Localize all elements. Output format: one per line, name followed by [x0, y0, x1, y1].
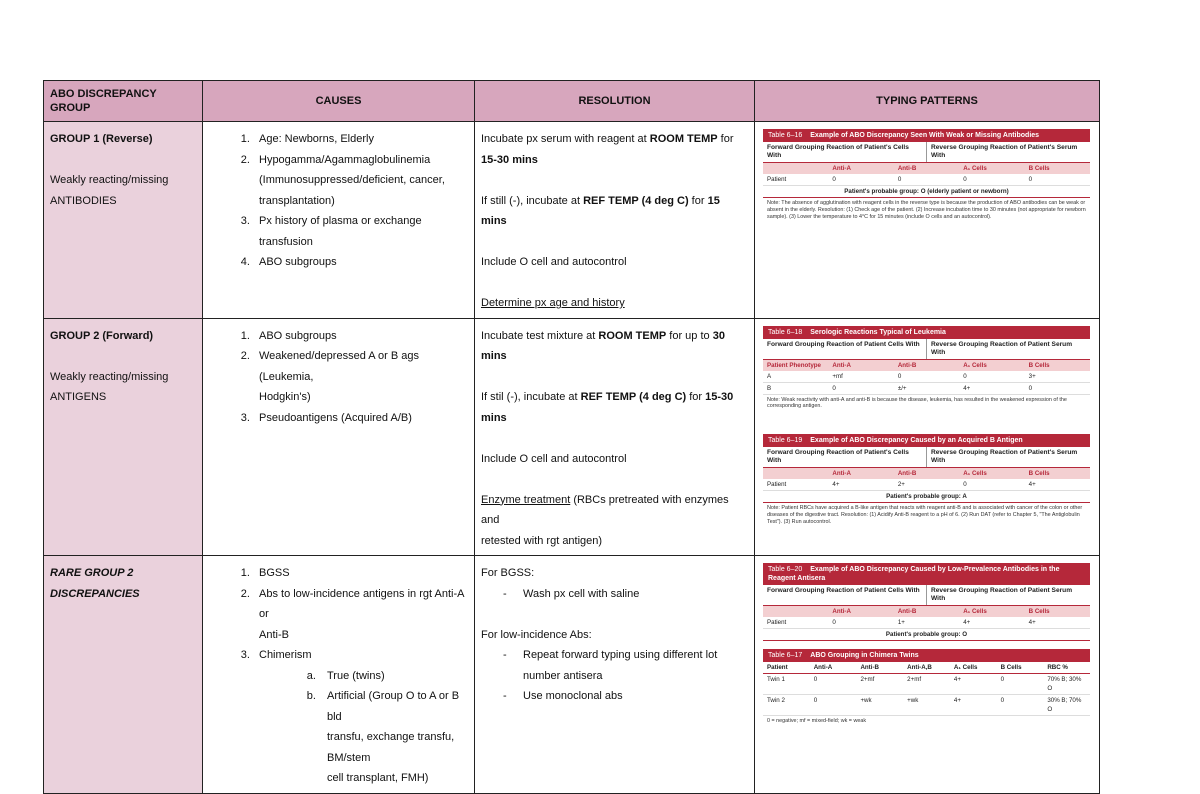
list-item: 1. BGSS — [253, 563, 468, 584]
list-item: 3. Px history of plasma or exchange transfusion — [253, 211, 468, 252]
table-6-17: Table 6–17 ABO Grouping in Chimera Twins Patient Anti-A Anti-B Anti-A,B A₁ Cells B Cells RBC % Twin 1 0 2+mf 2+mf 4+ 0 70% B; 30% O Twin 2 0 +wk +wk 4+ 0 30% B; 70% O 0 = negative; mf = mixed-field; wk = weak — [763, 649, 1090, 727]
list-item: - Use monoclonal abs — [503, 686, 748, 707]
group1-title: GROUP 1 (Reverse) — [50, 133, 153, 145]
group3-resolution — [475, 556, 755, 794]
res-line: retested with rgt antigen) — [481, 534, 603, 547]
group2-row — [44, 318, 1100, 556]
group3-cell — [44, 556, 203, 794]
group3-title: RARE GROUP 2 — [50, 567, 134, 579]
table-6-19: Table 6–19 Example of ABO Discrepancy Caused by an Acquired B Antigen Forward Grouping Reaction of Patient's Cells With Reverse Grouping Reaction of Patient's Serum With Anti-A Anti-B A₁ Cells B Cells Patient 4+ 2+ 0 4+ Patient's probable group: A Note: Patient RBCs have acquired a B-like antigen that reacts with reagent anti-B and is associated with cancer of the colon or other diseases of the digestive tract. Resolution: (1) Acidify Anti-B reagent to a pH of 6. (2) Run DAT (refer to Chapter 5, "The Antiglobulin Test"). (3) Run autocontrol. — [763, 434, 1090, 527]
group2-desc2: ANTIGENS — [50, 391, 107, 403]
table-row: Patient 0 0 0 0 — [763, 174, 1090, 186]
group2-cell — [44, 318, 203, 556]
table-row: A +mf 0 0 3+ — [763, 371, 1090, 383]
res-line: mins — [481, 411, 507, 424]
res-line: For low-incidence Abs: — [481, 628, 592, 641]
list-item: - Repeat forward typing using different lot number antisera — [503, 645, 748, 686]
group1-resolution — [475, 122, 755, 319]
res-line: Include O cell and autocontrol — [481, 452, 627, 465]
group2-title: GROUP 2 (Forward) — [50, 329, 154, 342]
res-line: For BGSS: — [481, 567, 535, 579]
group1-desc1: Weakly reacting/missing — [50, 174, 169, 186]
res-line: Determine px age and history — [481, 297, 625, 309]
group1-row — [44, 122, 1100, 319]
res-line: Incubate px serum with reagent at ROOM TEMP for — [481, 133, 734, 145]
header-group: ABO DISCREPANCY GROUP — [44, 81, 203, 122]
list-item: 1. ABO subgroups — [253, 326, 468, 347]
list-item: 2. Abs to low-incidence antigens in rgt Anti-A or Anti-B — [253, 584, 468, 646]
list-item: b. Artificial (Group O to A or B bld transfu, exchange transfu, BM/stem cell transplant, FMH) — [319, 686, 468, 789]
list-item: 1. Age: Newborns, Elderly — [253, 129, 468, 150]
abo-discrepancy-table — [43, 80, 1100, 794]
group2-resolution — [475, 318, 755, 556]
group2-desc1: Weakly reacting/missing — [50, 370, 169, 383]
res-line: If still (-), incubate at REF TEMP (4 deg C) for 15 mins — [481, 194, 720, 227]
res-line: If stil (-), incubate at REF TEMP (4 deg C) for 15-30 — [481, 391, 734, 403]
group2-causes — [203, 318, 475, 556]
list-item: - Wash px cell with saline — [503, 584, 748, 605]
list-item: 2. Weakened/depressed A or B ags (Leukemia, Hodgkin's) — [253, 346, 468, 408]
group3-title: DISCREPANCIES — [50, 587, 140, 600]
group1-typing — [755, 122, 1100, 319]
table-row: Twin 2 0 +wk +wk 4+ 0 30% B; 70% O — [763, 695, 1090, 716]
table-6-16: Table 6–16 Example of ABO Discrepancy Seen With Weak or Missing Antibodies Forward Grouping Reaction of Patient's Cells With Reverse Grouping Reaction of Patient's Serum With Anti-A Anti-B A₁ Cells B Cells Patient 0 0 0 0 Patient's probable group: O (elderly patient or newborn) Note: The absence of agglutination with reagent cells in the reverse type is because the production of ABO antibodies can be weak or absent in the elderly. Resolution: (1) Check age of the patient. (2) Increase incubation time to 30 minutes (not appropriate for newborn sample). (3) Lower the temperature to 4°C for 15 minutes (include O cells and an autocontrol). — [763, 129, 1090, 222]
res-line: Include O cell and autocontrol — [481, 256, 627, 268]
header-row — [44, 81, 1100, 122]
header-typing-patterns: TYPING PATTERNS — [755, 81, 1100, 122]
table-row: B 0 ±/+ 4+ 0 — [763, 383, 1090, 395]
table-6-18: Table 6–18 Serologic Reactions Typical of Leukemia Forward Grouping Reaction of Patient Cells With Reverse Grouping Reaction of Patient Serum With Patient Phenotype Anti-A Anti-B A₁ Cells B Cells A +mf 0 0 3+ B 0 ±/+ 4+ 0 Note: Weak reactivity with anti-A and anti-B is because the disease, leukemia, has resulted in the weakened expression of the corresponding antigen. — [763, 326, 1090, 413]
table-row: Twin 1 0 2+mf 2+mf 4+ 0 70% B; 30% O — [763, 674, 1090, 695]
group3-causes — [203, 556, 475, 794]
res-line: Enzyme treatment (RBCs pretreated with enzymes and — [481, 493, 729, 526]
group1-cell — [44, 122, 203, 319]
group3-typing — [755, 556, 1100, 794]
table-row: Patient 4+ 2+ 0 4+ — [763, 479, 1090, 491]
list-item: 3. Chimerism a. True (twins) b. Artificial (Group O to A or B bld transfu, exchange transfu, BM/stem cell transplant, FMH) — [253, 645, 468, 789]
document-page — [43, 80, 1099, 794]
res-line: Incubate test mixture at ROOM TEMP for up to 30 mins — [481, 329, 725, 362]
table-row: Patient 0 1+ 4+ 4+ — [763, 617, 1090, 629]
header-causes: CAUSES — [203, 81, 475, 122]
list-item: a. True (twins) — [319, 666, 468, 687]
table-6-20: Table 6–20 Example of ABO Discrepancy Caused by Low-Prevalence Antibodies in the Reagent Antisera Forward Grouping Reaction of Patient Cells With Reverse Grouping Reaction of Patient Serum With Anti-A Anti-B A₁ Cells B Cells Patient 0 1+ 4+ 4+ Patient's probable group: O — [763, 563, 1090, 641]
group2-typing — [755, 318, 1100, 556]
group1-desc2: ANTIBODIES — [50, 194, 117, 207]
list-item: 4. ABO subgroups — [253, 252, 468, 273]
group1-causes — [203, 122, 475, 319]
list-item: 2. Hypogamma/Agammaglobulinemia (Immunosuppressed/deficient, cancer, transplantation) — [253, 150, 468, 212]
header-resolution: RESOLUTION — [475, 81, 755, 122]
group3-row — [44, 556, 1100, 794]
list-item: 3. Pseudoantigens (Acquired A/B) — [253, 408, 468, 429]
res-line: 15-30 mins — [481, 153, 538, 166]
